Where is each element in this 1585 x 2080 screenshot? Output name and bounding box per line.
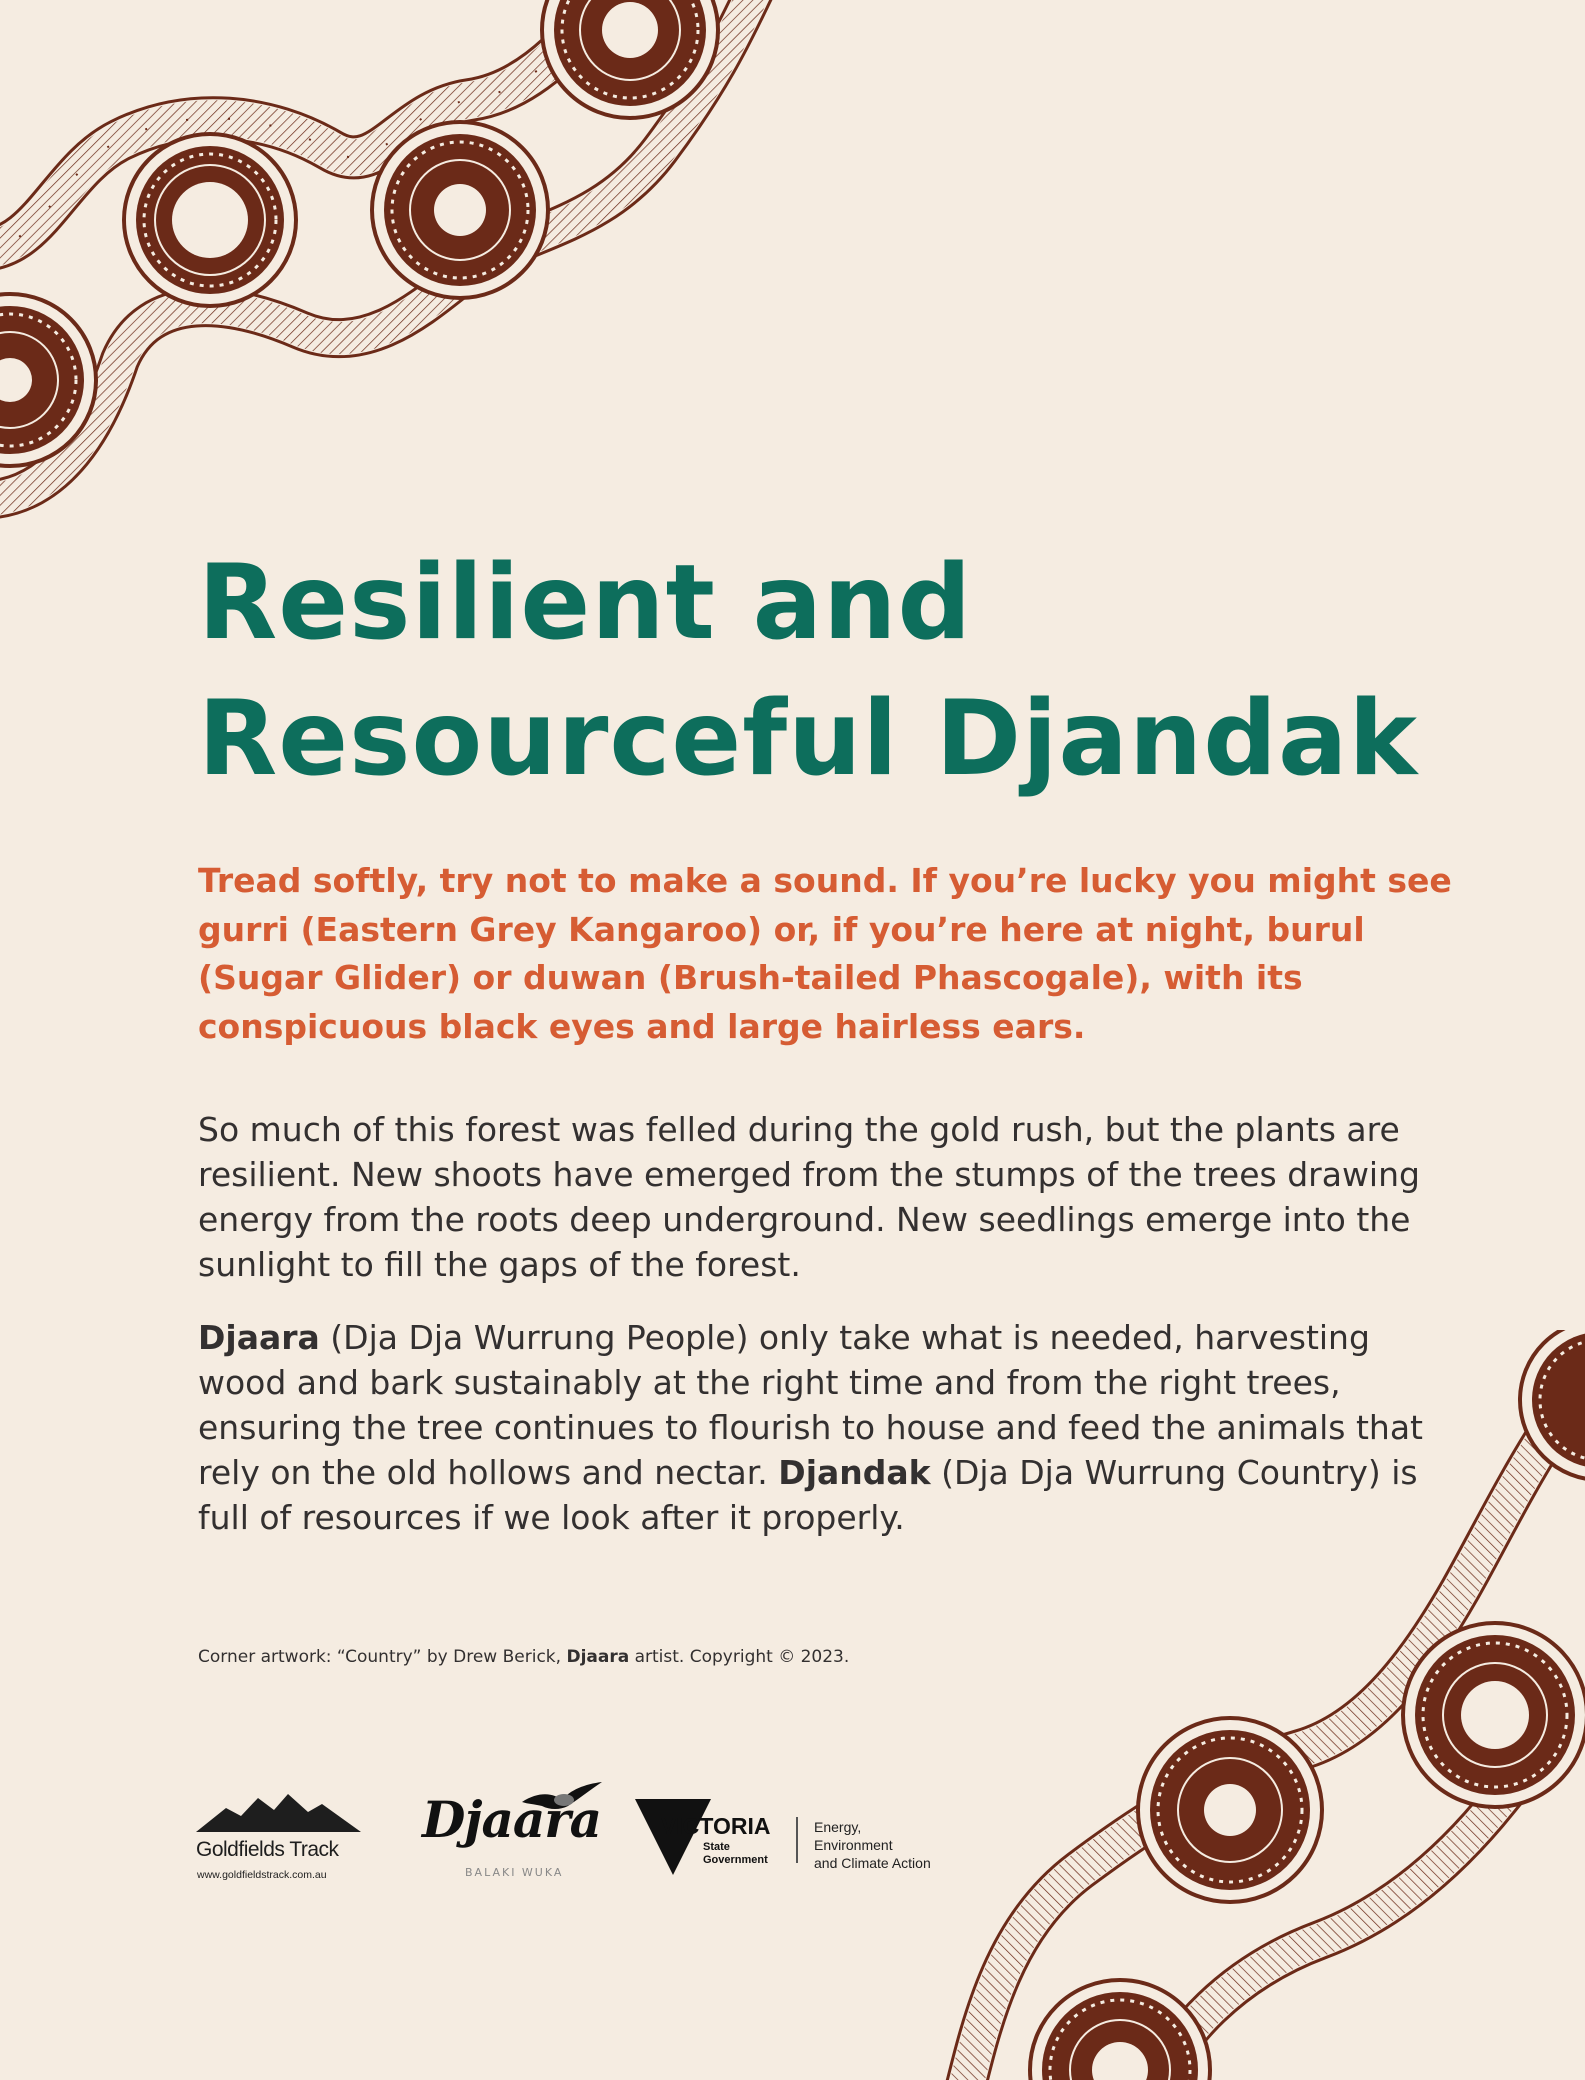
body-paragraph-2 [198,1315,1458,1540]
page-title [198,535,1448,807]
lead-text: (Eastern Grey Kangaroo) or, if you’re here at night, [288,909,1267,949]
lead-term-gurri: gurri [198,909,289,949]
department-name [814,1818,931,1872]
credit-term-djaara: Djaara [566,1647,630,1667]
state-government-label [703,1841,768,1867]
lead-text: (Sugar Glider) or [198,958,523,997]
state-label: State [703,1841,730,1853]
corner-artwork-top-left [0,0,780,530]
body-text: (Dja Dja Wurrung People) only take what is needed, harvesting wood and bark sustainably at the right time and from the right trees, ensuring the tree continues to flourish to house and feed the animals that rely on the old hollows and nectar. [198,1318,1423,1492]
lead-paragraph [198,857,1458,1051]
credit-text: Corner artwork: “Country” by Drew Berick, [198,1647,567,1667]
victoria-wordmark: VICTORIA [661,1813,771,1839]
goldfields-track-name: Goldfields Track [196,1838,339,1861]
djaara-subtitle: BALAKI WUKA [465,1866,564,1879]
title-line-1: Resilient and [198,543,973,663]
title-line-2: Resourceful Djandak [198,679,1418,799]
djaara-wordmark: Djaara [422,1790,601,1849]
department-line-2: Environment [814,1837,893,1853]
body-term-djandak: Djandak [778,1453,931,1492]
goldfields-track-url: www.goldfieldstrack.com.au [197,1869,327,1881]
lead-term-duwan: duwan [523,958,647,997]
lead-text: (Brush-tailed Phascogale), with its conspicuous black eyes and large hairless ears. [198,958,1303,1046]
department-line-3: and Climate Action [814,1855,931,1871]
logo-divider [796,1817,798,1863]
goldfields-track-logo [196,1790,366,1885]
artwork-credit [198,1647,849,1667]
body-paragraph-1: So much of this forest was felled during the gold rush, but the plants are resilient. New shoots have emerged from the stumps of the trees drawing energy from the roots deep underground. New seedlings emerge into the sunlight to fill the gaps of the forest. [198,1110,1420,1284]
government-label: Government [703,1854,768,1866]
department-line-1: Energy, [814,1819,862,1835]
lead-text: Tread softly, try not to make a sound. If you’re lucky you might see [198,861,1452,900]
credit-text: artist. Copyright © 2023. [629,1647,850,1667]
lead-term-burul: burul [1266,909,1365,949]
body-text: (Dja Dja Wurrung Country) is full of resources if we look after it properly. [198,1453,1418,1537]
mountains-icon [196,1790,366,1835]
victoria-government-logo [633,1793,963,1873]
body-term-djaara: Djaara [198,1318,320,1357]
djaara-logo [420,1780,605,1885]
